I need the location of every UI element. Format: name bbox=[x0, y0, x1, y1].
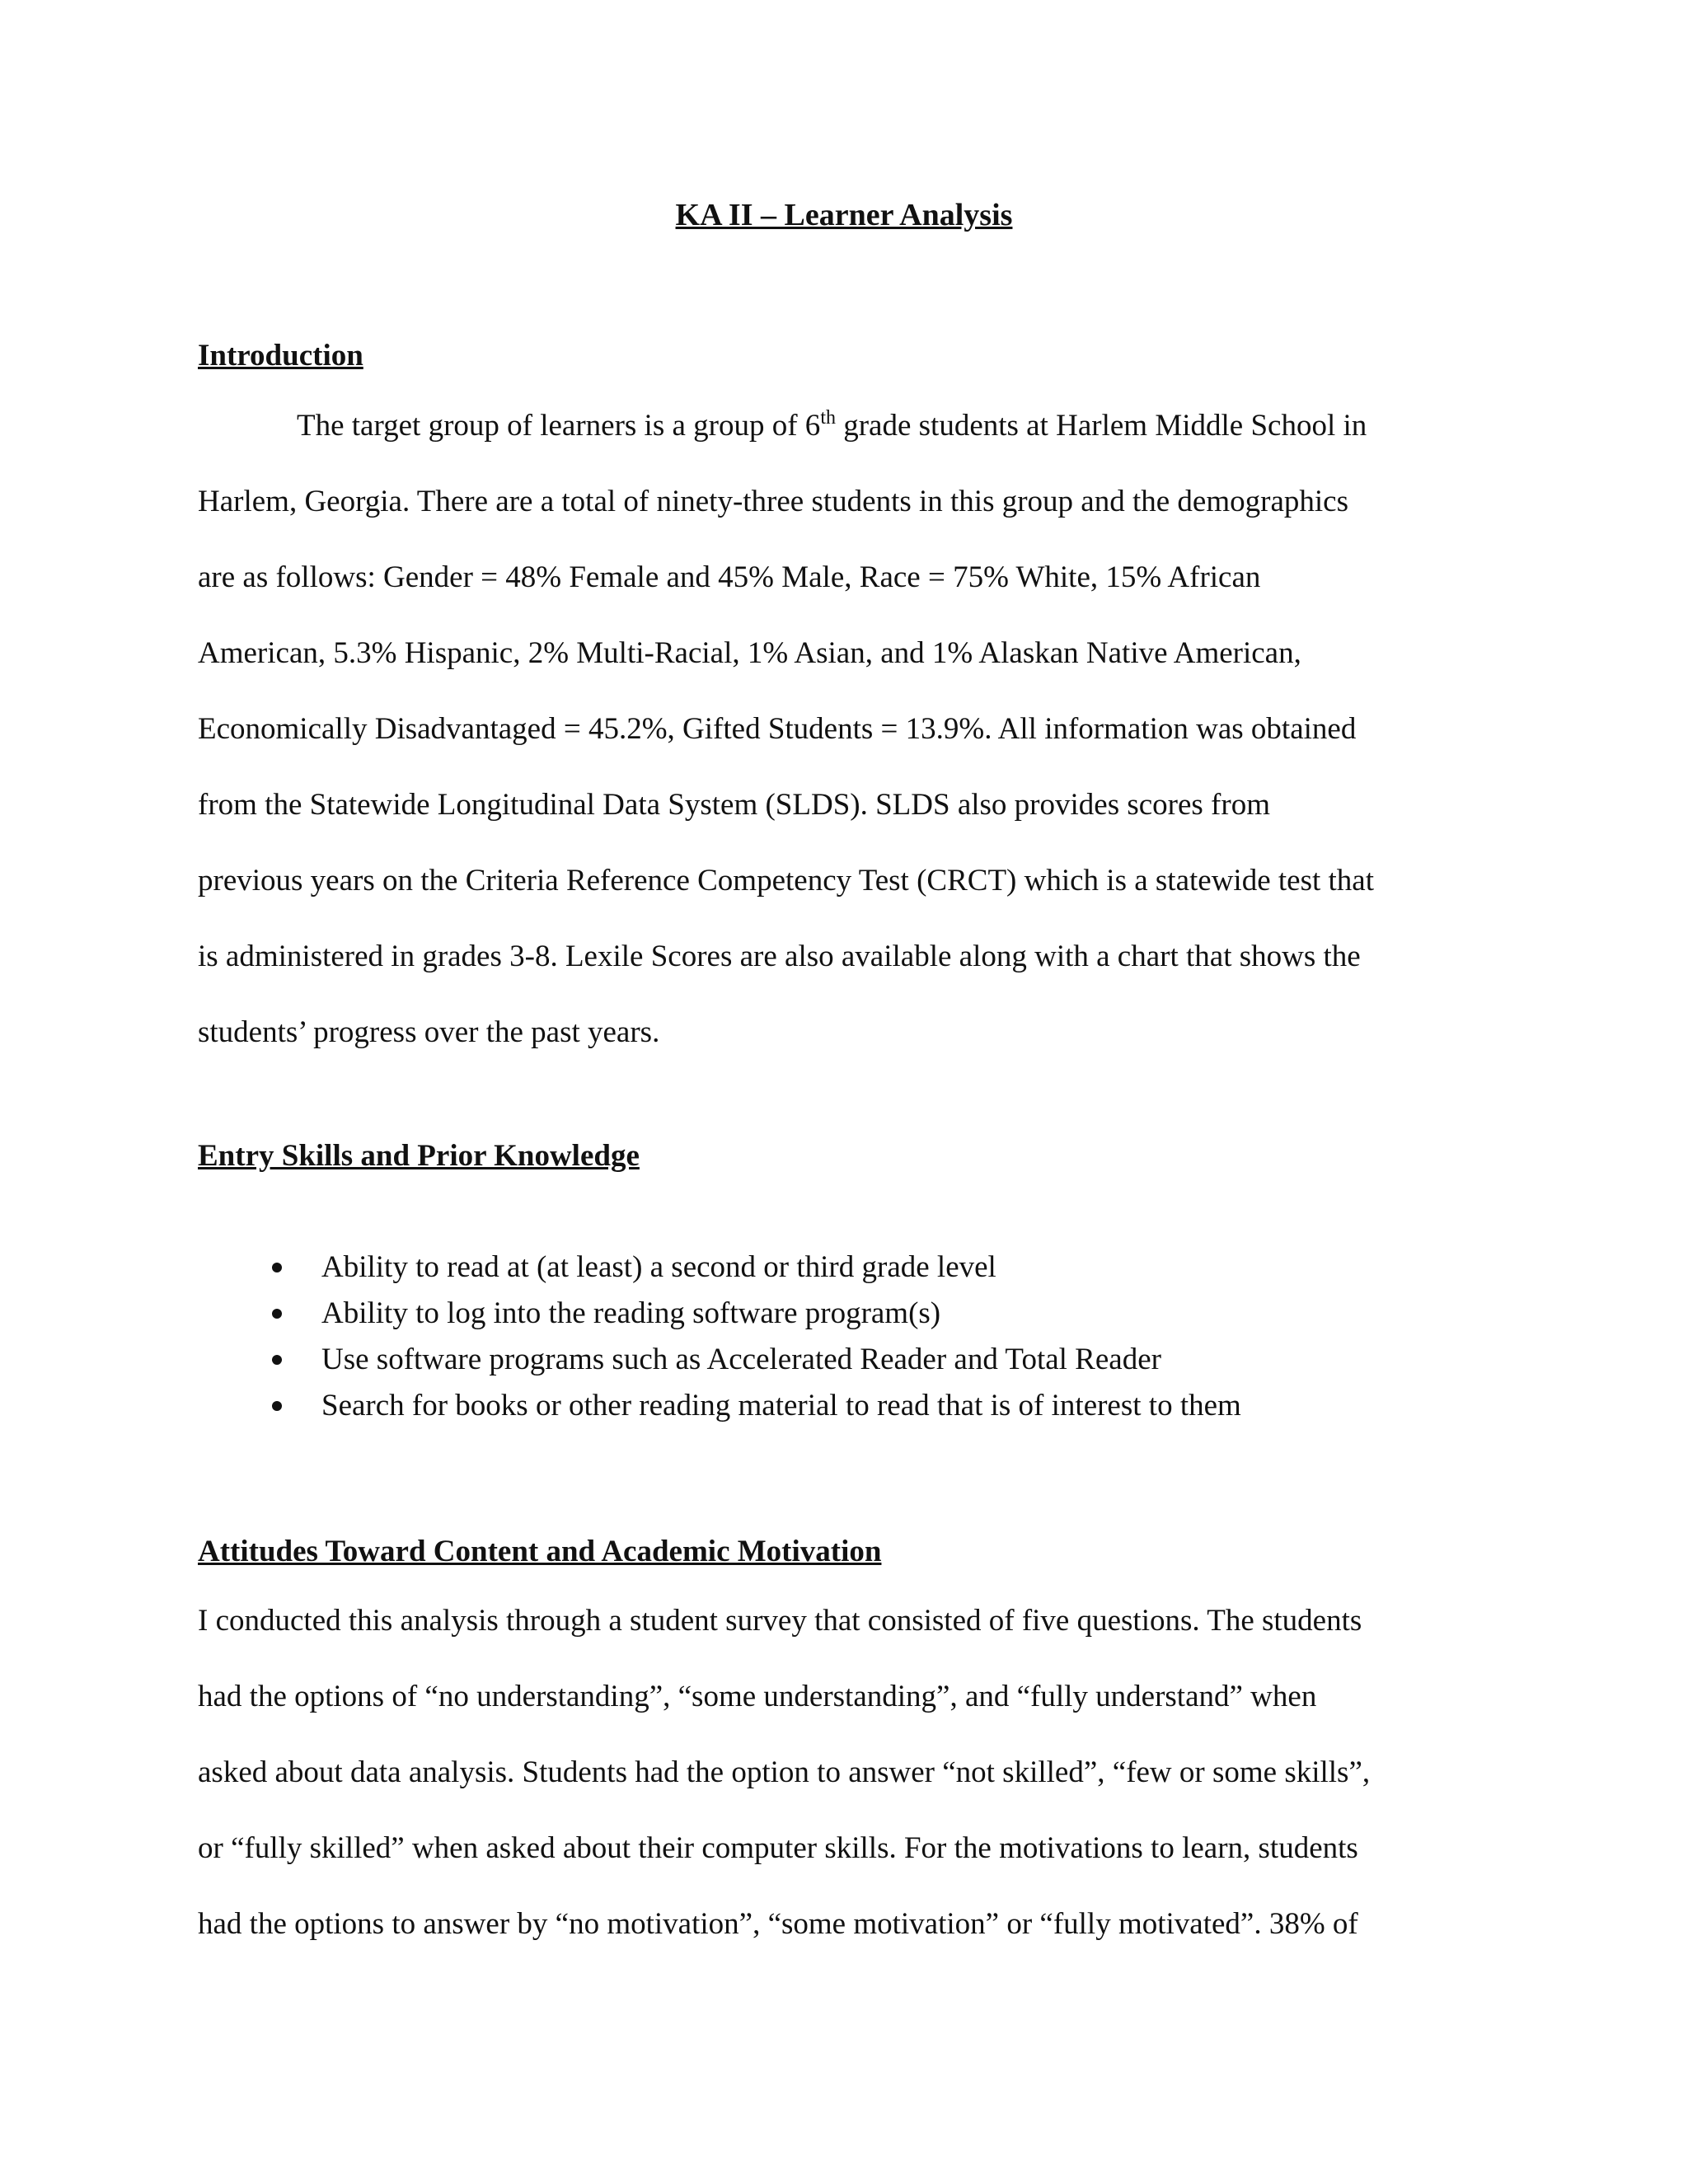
paragraph-line: or “fully skilled” when asked about their computer skills. For the motivations to learn, students bbox=[198, 1831, 1358, 1865]
paragraph-line: Economically Disadvantaged = 45.2%, Gifted Students = 13.9%. All information was obtained bbox=[198, 712, 1357, 746]
paragraph-line: students’ progress over the past years. bbox=[198, 1015, 660, 1049]
paragraph-line: Harlem, Georgia. There are a total of ninety-three students in this group and the demographics bbox=[198, 485, 1348, 518]
entry-skills-heading: Entry Skills and Prior Knowledge bbox=[198, 1139, 640, 1173]
paragraph-line: had the options to answer by “no motivation”, “some motivation” or “fully motivated”. 38% of bbox=[198, 1907, 1358, 1941]
list-item: Ability to read at (at least) a second or third grade level bbox=[198, 1247, 1241, 1293]
paragraph-line: from the Statewide Longitudinal Data System (SLDS). SLDS also provides scores from bbox=[198, 788, 1270, 822]
paragraph-line: is administered in grades 3-8. Lexile Scores are also available along with a chart that shows the bbox=[198, 940, 1361, 973]
bullet-icon bbox=[272, 1263, 282, 1272]
list-item: Use software programs such as Accelerated Reader and Total Reader bbox=[198, 1339, 1241, 1385]
paragraph-line: The target group of learners is a group of 6th grade students at Harlem Middle School in bbox=[297, 407, 1367, 443]
superscript-th: th bbox=[820, 407, 836, 429]
attitudes-paragraph bbox=[198, 1601, 1492, 1980]
list-item: Search for books or other reading material to read that is of interest to them bbox=[198, 1385, 1241, 1432]
paragraph-line: asked about data analysis. Students had the option to answer “not skilled”, “few or some skills”, bbox=[198, 1755, 1371, 1789]
introduction-paragraph bbox=[198, 405, 1492, 1088]
document-title: KA II – Learner Analysis bbox=[675, 198, 1013, 232]
entry-skills-list bbox=[198, 1247, 1241, 1432]
paragraph-line: I conducted this analysis through a student survey that consisted of five questions. The students bbox=[198, 1604, 1362, 1638]
paragraph-line: previous years on the Criteria Reference Competency Test (CRCT) which is a statewide test that bbox=[198, 864, 1374, 898]
introduction-heading: Introduction bbox=[198, 339, 363, 373]
bullet-icon bbox=[272, 1401, 282, 1411]
list-item: Ability to log into the reading software program(s) bbox=[198, 1293, 1241, 1339]
paragraph-line: had the options of “no understanding”, “some understanding”, and “fully understand” when bbox=[198, 1680, 1317, 1713]
paragraph-line: American, 5.3% Hispanic, 2% Multi-Racial, 1% Asian, and 1% Alaskan Native American, bbox=[198, 636, 1301, 670]
attitudes-heading: Attitudes Toward Content and Academic Motivation bbox=[198, 1535, 882, 1568]
bullet-icon bbox=[272, 1355, 282, 1365]
paragraph-line: are as follows: Gender = 48% Female and 45% Male, Race = 75% White, 15% African bbox=[198, 560, 1261, 594]
bullet-icon bbox=[272, 1309, 282, 1319]
